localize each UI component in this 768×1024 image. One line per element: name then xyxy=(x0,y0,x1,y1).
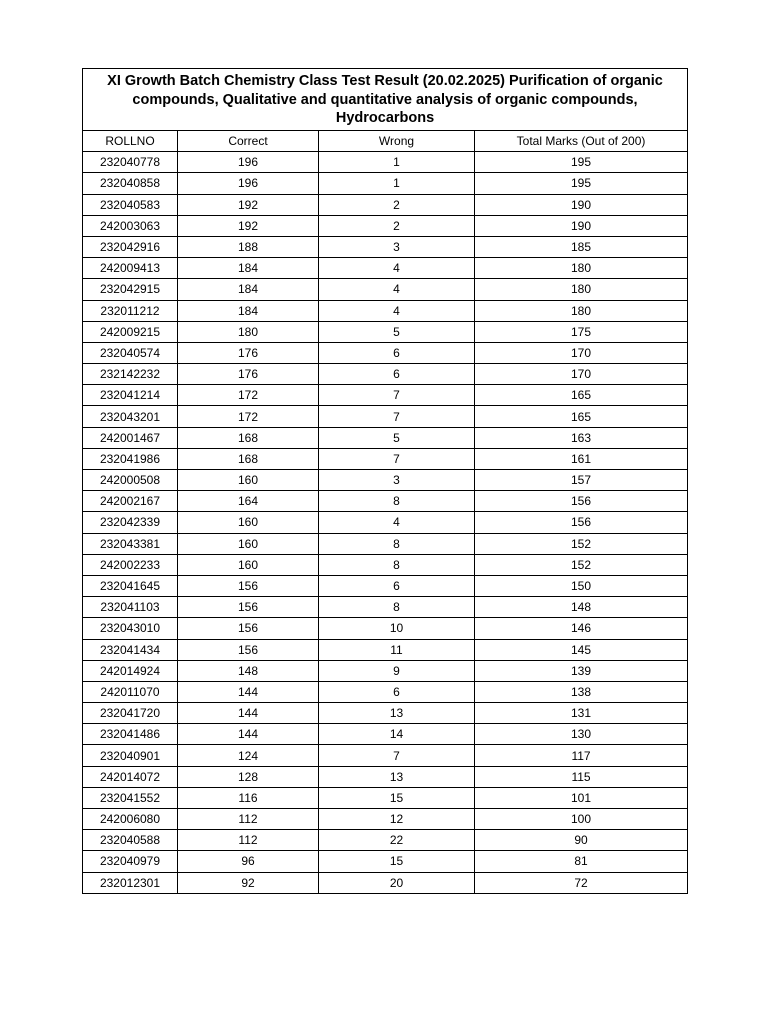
title-line-1: XI Growth Batch Chemistry Class Test Result (20.02.2025) Purification of organic xyxy=(107,73,663,90)
cell-wrong: 6 xyxy=(319,575,475,596)
cell-wrong: 5 xyxy=(319,321,475,342)
cell-correct: 160 xyxy=(178,533,319,554)
cell-rollno: 242014924 xyxy=(83,660,178,681)
cell-rollno: 232041552 xyxy=(83,787,178,808)
cell-rollno: 232040588 xyxy=(83,830,178,851)
table-row xyxy=(83,639,688,660)
cell-rollno: 242000508 xyxy=(83,470,178,491)
table-row xyxy=(83,152,688,173)
cell-rollno: 232142232 xyxy=(83,364,178,385)
cell-total-marks: 130 xyxy=(475,724,688,745)
cell-rollno: 242001467 xyxy=(83,427,178,448)
cell-wrong: 15 xyxy=(319,851,475,872)
cell-total-marks: 190 xyxy=(475,215,688,236)
cell-correct: 160 xyxy=(178,554,319,575)
cell-correct: 124 xyxy=(178,745,319,766)
cell-wrong: 22 xyxy=(319,830,475,851)
cell-rollno: 232040979 xyxy=(83,851,178,872)
cell-total-marks: 152 xyxy=(475,533,688,554)
table-row xyxy=(83,703,688,724)
cell-rollno: 232040778 xyxy=(83,152,178,173)
cell-wrong: 7 xyxy=(319,448,475,469)
cell-total-marks: 161 xyxy=(475,448,688,469)
cell-total-marks: 180 xyxy=(475,300,688,321)
cell-rollno: 232040858 xyxy=(83,173,178,194)
cell-rollno: 232012301 xyxy=(83,872,178,893)
cell-wrong: 9 xyxy=(319,660,475,681)
cell-correct: 92 xyxy=(178,872,319,893)
cell-correct: 168 xyxy=(178,427,319,448)
cell-total-marks: 150 xyxy=(475,575,688,596)
cell-correct: 116 xyxy=(178,787,319,808)
cell-correct: 172 xyxy=(178,406,319,427)
cell-wrong: 6 xyxy=(319,342,475,363)
cell-wrong: 1 xyxy=(319,152,475,173)
cell-wrong: 12 xyxy=(319,809,475,830)
cell-rollno: 232042915 xyxy=(83,279,178,300)
cell-wrong: 8 xyxy=(319,597,475,618)
cell-wrong: 14 xyxy=(319,724,475,745)
cell-total-marks: 145 xyxy=(475,639,688,660)
cell-rollno: 232042339 xyxy=(83,512,178,533)
table-row xyxy=(83,470,688,491)
cell-correct: 196 xyxy=(178,173,319,194)
cell-total-marks: 131 xyxy=(475,703,688,724)
cell-correct: 172 xyxy=(178,385,319,406)
cell-rollno: 232041434 xyxy=(83,639,178,660)
table-row xyxy=(83,724,688,745)
cell-wrong: 3 xyxy=(319,470,475,491)
cell-total-marks: 101 xyxy=(475,787,688,808)
cell-rollno: 232042916 xyxy=(83,236,178,257)
cell-rollno: 242002167 xyxy=(83,491,178,512)
result-sheet xyxy=(82,68,687,894)
cell-total-marks: 90 xyxy=(475,830,688,851)
cell-correct: 184 xyxy=(178,258,319,279)
cell-wrong: 4 xyxy=(319,300,475,321)
cell-total-marks: 180 xyxy=(475,279,688,300)
cell-total-marks: 175 xyxy=(475,321,688,342)
cell-total-marks: 180 xyxy=(475,258,688,279)
cell-correct: 156 xyxy=(178,639,319,660)
cell-wrong: 1 xyxy=(319,173,475,194)
table-row xyxy=(83,745,688,766)
table-row xyxy=(83,364,688,385)
table-row xyxy=(83,872,688,893)
table-row xyxy=(83,597,688,618)
column-header-total-marks: Total Marks (Out of 200) xyxy=(475,131,688,152)
cell-correct: 168 xyxy=(178,448,319,469)
table-row xyxy=(83,809,688,830)
cell-rollno: 232040583 xyxy=(83,194,178,215)
cell-total-marks: 138 xyxy=(475,681,688,702)
cell-wrong: 10 xyxy=(319,618,475,639)
cell-correct: 160 xyxy=(178,470,319,491)
column-header-wrong: Wrong xyxy=(319,131,475,152)
table-row xyxy=(83,215,688,236)
cell-correct: 184 xyxy=(178,279,319,300)
cell-wrong: 13 xyxy=(319,703,475,724)
cell-rollno: 232041486 xyxy=(83,724,178,745)
table-row xyxy=(83,173,688,194)
cell-total-marks: 156 xyxy=(475,491,688,512)
cell-total-marks: 170 xyxy=(475,364,688,385)
table-row xyxy=(83,830,688,851)
title-line-3: Hydrocarbons xyxy=(335,110,435,127)
cell-wrong: 8 xyxy=(319,533,475,554)
cell-rollno: 232041103 xyxy=(83,597,178,618)
cell-correct: 184 xyxy=(178,300,319,321)
cell-total-marks: 81 xyxy=(475,851,688,872)
cell-wrong: 3 xyxy=(319,236,475,257)
cell-wrong: 7 xyxy=(319,406,475,427)
cell-rollno: 242014072 xyxy=(83,766,178,787)
cell-wrong: 4 xyxy=(319,258,475,279)
cell-correct: 144 xyxy=(178,681,319,702)
cell-rollno: 242003063 xyxy=(83,215,178,236)
cell-wrong: 8 xyxy=(319,491,475,512)
cell-total-marks: 139 xyxy=(475,660,688,681)
cell-total-marks: 163 xyxy=(475,427,688,448)
cell-total-marks: 115 xyxy=(475,766,688,787)
header-row xyxy=(83,131,688,152)
cell-rollno: 232041645 xyxy=(83,575,178,596)
cell-correct: 112 xyxy=(178,830,319,851)
cell-total-marks: 156 xyxy=(475,512,688,533)
table-row xyxy=(83,618,688,639)
cell-total-marks: 165 xyxy=(475,406,688,427)
cell-correct: 160 xyxy=(178,512,319,533)
cell-rollno: 242006080 xyxy=(83,809,178,830)
cell-total-marks: 146 xyxy=(475,618,688,639)
cell-wrong: 20 xyxy=(319,872,475,893)
cell-correct: 192 xyxy=(178,194,319,215)
cell-rollno: 232041986 xyxy=(83,448,178,469)
table-row xyxy=(83,512,688,533)
table-row xyxy=(83,533,688,554)
column-header-correct: Correct xyxy=(178,131,319,152)
cell-rollno: 232040574 xyxy=(83,342,178,363)
cell-wrong: 4 xyxy=(319,279,475,300)
cell-rollno: 242009413 xyxy=(83,258,178,279)
table-row xyxy=(83,681,688,702)
cell-total-marks: 148 xyxy=(475,597,688,618)
table-row xyxy=(83,554,688,575)
cell-wrong: 5 xyxy=(319,427,475,448)
cell-correct: 156 xyxy=(178,618,319,639)
cell-total-marks: 195 xyxy=(475,152,688,173)
cell-correct: 180 xyxy=(178,321,319,342)
cell-wrong: 8 xyxy=(319,554,475,575)
title-line-2: compounds, Qualitative and quantitative analysis of organic compounds, xyxy=(132,91,638,108)
cell-total-marks: 157 xyxy=(475,470,688,491)
cell-wrong: 2 xyxy=(319,215,475,236)
table-row xyxy=(83,787,688,808)
cell-total-marks: 195 xyxy=(475,173,688,194)
table-row xyxy=(83,342,688,363)
cell-wrong: 6 xyxy=(319,681,475,702)
cell-wrong: 6 xyxy=(319,364,475,385)
cell-wrong: 11 xyxy=(319,639,475,660)
table-row xyxy=(83,300,688,321)
cell-rollno: 232043201 xyxy=(83,406,178,427)
cell-rollno: 232041720 xyxy=(83,703,178,724)
cell-correct: 164 xyxy=(178,491,319,512)
table-row xyxy=(83,448,688,469)
cell-correct: 96 xyxy=(178,851,319,872)
cell-correct: 128 xyxy=(178,766,319,787)
cell-correct: 144 xyxy=(178,703,319,724)
cell-correct: 148 xyxy=(178,660,319,681)
cell-wrong: 7 xyxy=(319,745,475,766)
cell-rollno: 232011212 xyxy=(83,300,178,321)
cell-wrong: 15 xyxy=(319,787,475,808)
cell-rollno: 242011070 xyxy=(83,681,178,702)
table-row xyxy=(83,491,688,512)
cell-rollno: 232043381 xyxy=(83,533,178,554)
cell-total-marks: 100 xyxy=(475,809,688,830)
cell-wrong: 7 xyxy=(319,385,475,406)
cell-correct: 112 xyxy=(178,809,319,830)
table-row xyxy=(83,766,688,787)
cell-total-marks: 170 xyxy=(475,342,688,363)
document-title xyxy=(83,69,688,131)
cell-rollno: 232041214 xyxy=(83,385,178,406)
table-row xyxy=(83,194,688,215)
table-row xyxy=(83,660,688,681)
column-header-rollno: ROLLNO xyxy=(83,131,178,152)
table-row xyxy=(83,427,688,448)
cell-total-marks: 190 xyxy=(475,194,688,215)
table-row xyxy=(83,236,688,257)
table-row xyxy=(83,279,688,300)
table-row xyxy=(83,851,688,872)
table-row xyxy=(83,385,688,406)
cell-correct: 144 xyxy=(178,724,319,745)
cell-total-marks: 117 xyxy=(475,745,688,766)
cell-rollno: 242009215 xyxy=(83,321,178,342)
cell-rollno: 242002233 xyxy=(83,554,178,575)
table-row xyxy=(83,321,688,342)
cell-wrong: 2 xyxy=(319,194,475,215)
cell-total-marks: 72 xyxy=(475,872,688,893)
title-row xyxy=(83,69,688,131)
cell-total-marks: 165 xyxy=(475,385,688,406)
cell-correct: 192 xyxy=(178,215,319,236)
cell-total-marks: 185 xyxy=(475,236,688,257)
cell-total-marks: 152 xyxy=(475,554,688,575)
table-row xyxy=(83,258,688,279)
table-row xyxy=(83,575,688,596)
cell-correct: 156 xyxy=(178,575,319,596)
cell-correct: 188 xyxy=(178,236,319,257)
cell-rollno: 232043010 xyxy=(83,618,178,639)
cell-rollno: 232040901 xyxy=(83,745,178,766)
result-table xyxy=(82,68,688,894)
table-row xyxy=(83,406,688,427)
cell-wrong: 13 xyxy=(319,766,475,787)
cell-wrong: 4 xyxy=(319,512,475,533)
cell-correct: 156 xyxy=(178,597,319,618)
cell-correct: 176 xyxy=(178,342,319,363)
cell-correct: 196 xyxy=(178,152,319,173)
cell-correct: 176 xyxy=(178,364,319,385)
result-table-body xyxy=(83,152,688,894)
